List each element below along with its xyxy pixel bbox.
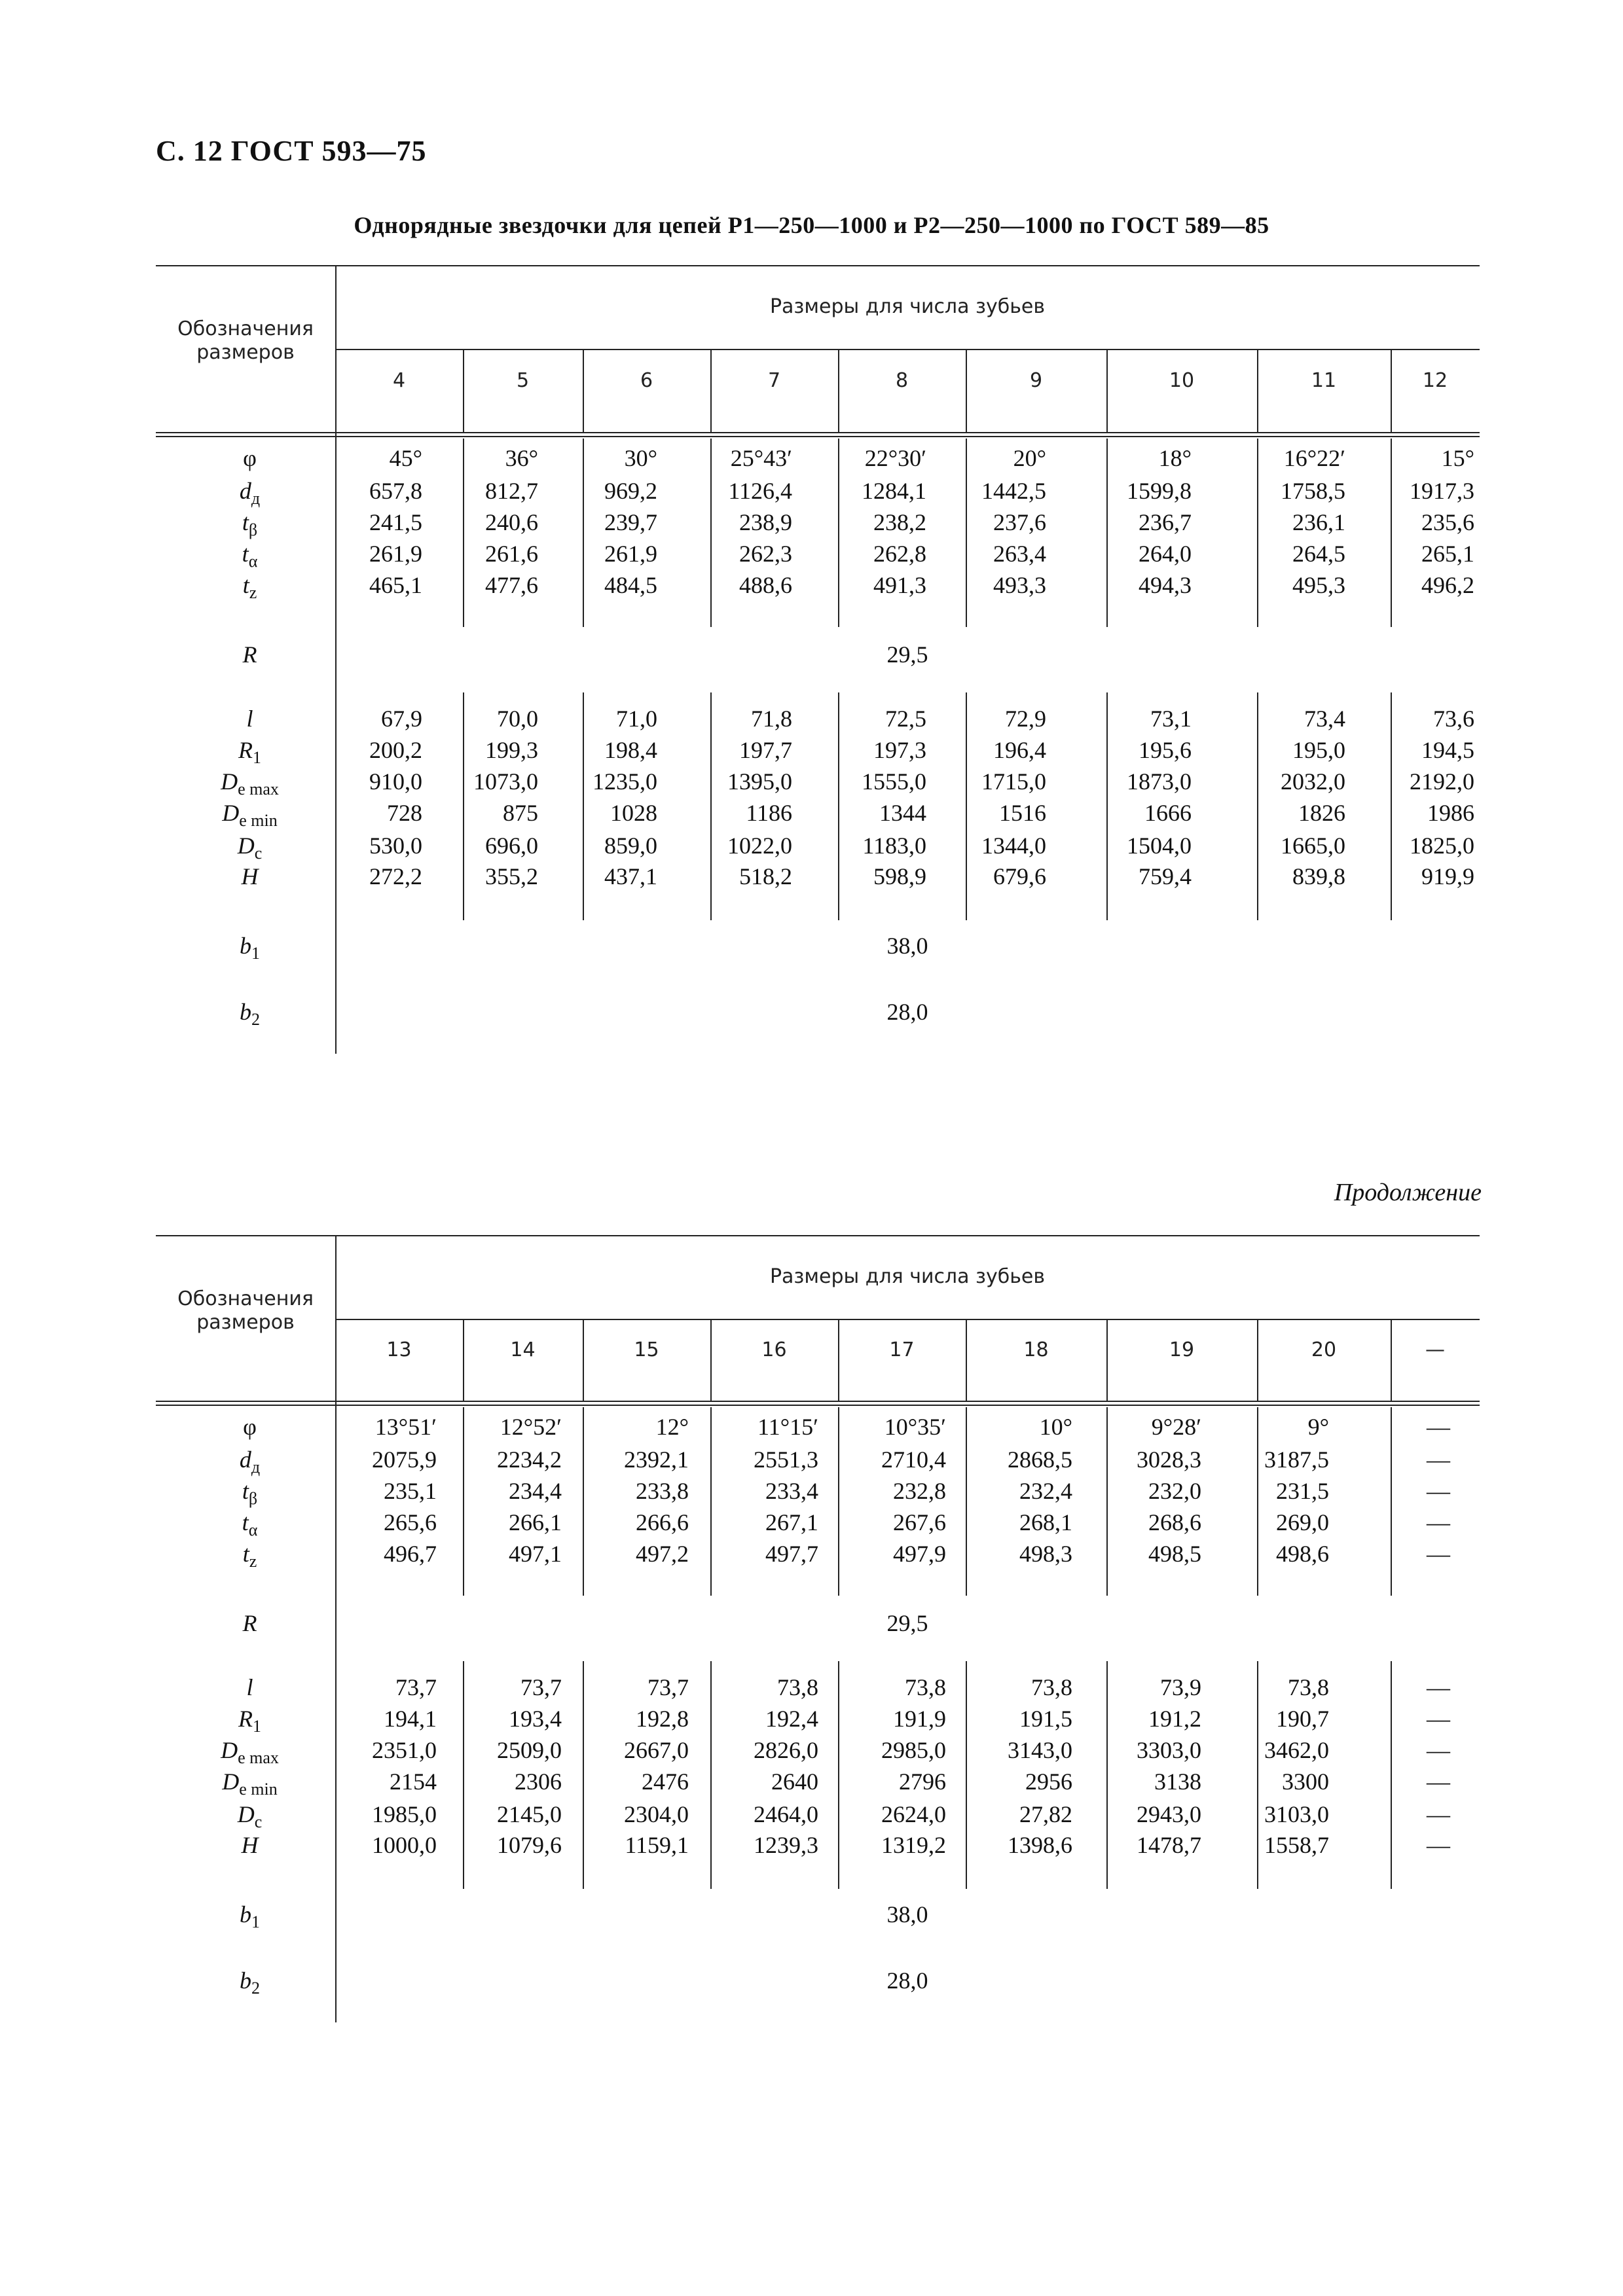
row-label-Dc: $D_c$: [237, 1801, 263, 1831]
row-label-Dc: $D_c$: [237, 833, 263, 863]
value-cell: 71,8: [751, 706, 792, 732]
teeth-count-header: 4: [392, 369, 406, 392]
row-label-b2: $b_2$: [240, 1967, 260, 1998]
value-cell: 236,7: [1139, 509, 1192, 535]
column-divider: [583, 1407, 584, 1596]
column-divider: [1257, 692, 1258, 920]
teeth-count-header: —: [1425, 1338, 1445, 1361]
value-cell: 262,3: [739, 541, 792, 567]
value-cell: 859,0: [604, 833, 657, 859]
value-cell: 67,9: [381, 706, 422, 732]
header-bottom-rule-2: [156, 1405, 1480, 1406]
continuation-label: Продолжение: [1334, 1179, 1482, 1206]
value-cell: 194,1: [384, 1706, 437, 1732]
value-cell: —: [1427, 1446, 1450, 1473]
value-cell: 495,3: [1292, 572, 1345, 598]
teeth-count-header: 13: [386, 1338, 412, 1361]
value-cell: 241,5: [369, 509, 422, 535]
value-cell: 2943,0: [1137, 1801, 1201, 1827]
top-rule: [156, 265, 1480, 266]
column-divider: [583, 1661, 584, 1889]
value-cell: 197,7: [739, 737, 792, 763]
value-cell: 1344,0: [981, 833, 1046, 859]
value-cell: 2624,0: [881, 1801, 946, 1827]
spanning-value-b2: 28,0: [886, 1967, 928, 1994]
value-cell: 2234,2: [497, 1446, 562, 1473]
value-cell: 2464,0: [754, 1801, 818, 1827]
value-cell: 812,7: [485, 478, 538, 504]
value-cell: 2032,0: [1281, 768, 1345, 795]
value-cell: 1504,0: [1127, 833, 1192, 859]
row-label-l: l: [246, 706, 253, 732]
value-cell: 190,7: [1276, 1706, 1329, 1732]
value-cell: 238,2: [873, 509, 926, 535]
row-label-R: R: [242, 641, 257, 668]
value-cell: 194,5: [1421, 737, 1474, 763]
header-bottom-rule-2: [156, 436, 1480, 437]
value-cell: 73,1: [1150, 706, 1192, 732]
row-label-tβ: $t_\beta$: [242, 1478, 258, 1508]
column-divider: [838, 692, 839, 920]
value-cell: 45°: [389, 445, 422, 471]
value-cell: 2392,1: [624, 1446, 689, 1473]
column-divider: [463, 1407, 464, 1596]
page-header: С. 12 ГОСТ 593—75: [156, 135, 427, 167]
teeth-count-header: 12: [1422, 369, 1448, 392]
value-cell: 199,3: [485, 737, 538, 763]
value-cell: 235,6: [1421, 509, 1474, 535]
value-cell: 27,82: [1019, 1801, 1072, 1827]
value-cell: 10°: [1039, 1414, 1072, 1440]
value-cell: —: [1427, 1541, 1450, 1567]
value-cell: 477,6: [485, 572, 538, 598]
column-divider: [710, 1407, 712, 1596]
spanning-value-b1: 38,0: [886, 933, 928, 959]
value-cell: 2154: [390, 1768, 437, 1795]
value-cell: 1344: [879, 800, 926, 826]
column-divider: [463, 439, 464, 627]
teeth-count-header: 20: [1311, 1338, 1337, 1361]
value-cell: 1826: [1298, 800, 1345, 826]
value-cell: 200,2: [369, 737, 422, 763]
column-divider: [966, 1661, 967, 1889]
value-cell: 16°22′: [1283, 445, 1345, 471]
value-cell: 2796: [899, 1768, 946, 1795]
value-cell: 2509,0: [497, 1737, 562, 1763]
value-cell: 875: [503, 800, 538, 826]
value-cell: 355,2: [485, 863, 538, 889]
value-cell: 2667,0: [624, 1737, 689, 1763]
value-cell: 266,1: [509, 1509, 562, 1535]
value-cell: 237,6: [993, 509, 1046, 535]
teeth-count-header: 14: [510, 1338, 536, 1361]
value-cell: 198,4: [604, 737, 657, 763]
row-label-φ: φ: [243, 1414, 257, 1440]
value-cell: 497,7: [765, 1541, 818, 1567]
value-cell: 1235,0: [593, 768, 657, 795]
value-cell: 1558,7: [1264, 1832, 1329, 1858]
value-cell: —: [1427, 1509, 1450, 1535]
value-cell: 2640: [771, 1768, 818, 1795]
value-cell: 192,8: [636, 1706, 689, 1732]
value-cell: 530,0: [369, 833, 422, 859]
value-cell: 493,3: [993, 572, 1046, 598]
designation-column-header: Обозначения размеров: [177, 317, 314, 364]
value-cell: 73,7: [647, 1674, 689, 1700]
value-cell: 9°: [1307, 1414, 1329, 1440]
column-divider: [463, 1661, 464, 1889]
value-cell: 239,7: [604, 509, 657, 535]
value-cell: 73,7: [520, 1674, 562, 1700]
row-label-b2: $b_2$: [240, 999, 260, 1029]
row-label-H: H: [241, 1832, 259, 1858]
value-cell: 13°51′: [374, 1414, 437, 1440]
value-cell: 2551,3: [754, 1446, 818, 1473]
value-cell: 2351,0: [372, 1737, 437, 1763]
header-bottom-rule: [156, 432, 1480, 433]
table-title: Однорядные звездочки для цепей Р1—250—1000 и Р2—250—1000 по ГОСТ 589—85: [354, 212, 1269, 238]
row-label-De-max: $D_{e max}$: [221, 1737, 279, 1767]
value-cell: 267,1: [765, 1509, 818, 1535]
value-cell: 465,1: [369, 572, 422, 598]
value-cell: 267,6: [893, 1509, 946, 1535]
value-cell: 494,3: [1139, 572, 1192, 598]
value-cell: 2145,0: [497, 1801, 562, 1827]
value-cell: 1917,3: [1410, 478, 1474, 504]
value-cell: 18°: [1158, 445, 1192, 471]
value-cell: 12°: [655, 1414, 689, 1440]
row-label-De-min: $D_{e min}$: [222, 1768, 278, 1799]
value-cell: 518,2: [739, 863, 792, 889]
value-cell: 263,4: [993, 541, 1046, 567]
header-bottom-rule: [156, 1401, 1480, 1402]
value-cell: 491,3: [873, 572, 926, 598]
value-cell: 1159,1: [625, 1832, 689, 1858]
value-cell: 70,0: [497, 706, 538, 732]
value-cell: 910,0: [369, 768, 422, 795]
value-cell: 73,8: [777, 1674, 818, 1700]
row-label-H: H: [241, 863, 259, 889]
value-cell: 969,2: [604, 478, 657, 504]
value-cell: 3187,5: [1264, 1446, 1329, 1473]
value-cell: 1758,5: [1281, 478, 1345, 504]
spanning-value-b2: 28,0: [886, 999, 928, 1025]
value-cell: 498,5: [1148, 1541, 1201, 1567]
value-cell: 496,2: [1421, 572, 1474, 598]
value-cell: —: [1427, 1414, 1450, 1440]
value-cell: 73,4: [1304, 706, 1345, 732]
row-label-De-min: $D_{e min}$: [222, 800, 278, 830]
column-divider: [1106, 1661, 1108, 1889]
value-cell: 240,6: [485, 509, 538, 535]
value-cell: 728: [387, 800, 422, 826]
value-cell: 236,1: [1292, 509, 1345, 535]
value-cell: 1000,0: [372, 1832, 437, 1858]
value-cell: 2956: [1025, 1768, 1072, 1795]
value-cell: 233,4: [765, 1478, 818, 1504]
value-cell: 1599,8: [1127, 478, 1192, 504]
teeth-count-header: 19: [1169, 1338, 1195, 1361]
value-cell: 1986: [1427, 800, 1474, 826]
teeth-count-header: 15: [634, 1338, 659, 1361]
header-mid-rule: [335, 1319, 1480, 1320]
value-cell: 497,9: [893, 1541, 946, 1567]
row-label-R1: $R_1$: [238, 737, 261, 767]
value-cell: 484,5: [604, 572, 657, 598]
row-label-φ: φ: [243, 445, 257, 471]
teeth-group-header: Размеры для числа зубьев: [769, 1265, 1046, 1288]
value-cell: 1183,0: [862, 833, 926, 859]
header-mid-rule: [335, 349, 1480, 350]
value-cell: 10°35′: [884, 1414, 946, 1440]
value-cell: 1284,1: [862, 478, 926, 504]
value-cell: 2985,0: [881, 1737, 946, 1763]
teeth-count-header: 17: [889, 1338, 915, 1361]
value-cell: 73,7: [395, 1674, 437, 1700]
column-divider: [1257, 439, 1258, 627]
value-cell: 15°: [1441, 445, 1474, 471]
row-label-dд: $d_д$: [239, 1446, 261, 1477]
value-cell: 2868,5: [1008, 1446, 1072, 1473]
value-cell: 265,1: [1421, 541, 1474, 567]
value-cell: 1186: [746, 800, 792, 826]
value-cell: 1442,5: [981, 478, 1046, 504]
value-cell: —: [1427, 1706, 1450, 1732]
row-label-tz: $t_z$: [242, 572, 257, 602]
designation-column-header: Обозначения размеров: [177, 1287, 314, 1334]
row-label-tz: $t_z$: [242, 1541, 257, 1571]
value-cell: 2306: [515, 1768, 562, 1795]
value-cell: 9°28′: [1151, 1414, 1201, 1440]
value-cell: 1073,0: [473, 768, 538, 795]
value-cell: 1516: [999, 800, 1046, 826]
value-cell: —: [1427, 1478, 1450, 1504]
value-cell: 25°43′: [730, 445, 792, 471]
value-cell: 20°: [1013, 445, 1046, 471]
teeth-count-header: 11: [1311, 369, 1337, 392]
column-divider: [463, 692, 464, 920]
teeth-count-header: 9: [1029, 369, 1043, 392]
value-cell: 268,6: [1148, 1509, 1201, 1535]
value-cell: 2304,0: [624, 1801, 689, 1827]
row-label-R1: $R_1$: [238, 1706, 261, 1736]
value-cell: 72,9: [1005, 706, 1046, 732]
value-cell: 238,9: [739, 509, 792, 535]
value-cell: 2075,9: [372, 1446, 437, 1473]
value-cell: 498,6: [1276, 1541, 1329, 1567]
value-cell: 193,4: [509, 1706, 562, 1732]
column-divider: [1106, 439, 1108, 627]
value-cell: 657,8: [369, 478, 422, 504]
value-cell: 3462,0: [1264, 1737, 1329, 1763]
value-cell: 3138: [1154, 1768, 1201, 1795]
value-cell: 235,1: [384, 1478, 437, 1504]
value-cell: 36°: [505, 445, 538, 471]
value-cell: —: [1427, 1674, 1450, 1700]
column-divider: [1106, 692, 1108, 920]
value-cell: 2476: [642, 1768, 689, 1795]
value-cell: 262,8: [873, 541, 926, 567]
value-cell: 1079,6: [497, 1832, 562, 1858]
value-cell: 3143,0: [1008, 1737, 1072, 1763]
value-cell: 234,4: [509, 1478, 562, 1504]
value-cell: 488,6: [739, 572, 792, 598]
value-cell: 1666: [1144, 800, 1192, 826]
value-cell: 72,5: [885, 706, 926, 732]
value-cell: 11°15′: [757, 1414, 818, 1440]
value-cell: 272,2: [369, 863, 422, 889]
column-divider: [1391, 439, 1392, 627]
top-rule: [156, 1235, 1480, 1236]
row-label-tβ: $t_\beta$: [242, 509, 258, 539]
value-cell: 1985,0: [372, 1801, 437, 1827]
teeth-count-header: 10: [1169, 369, 1195, 392]
value-cell: 191,5: [1019, 1706, 1072, 1732]
value-cell: 264,5: [1292, 541, 1345, 567]
column-divider: [1257, 1407, 1258, 1596]
value-cell: 73,8: [1288, 1674, 1329, 1700]
value-cell: 498,3: [1019, 1541, 1072, 1567]
teeth-count-header: 7: [767, 369, 781, 392]
value-cell: 73,9: [1160, 1674, 1201, 1700]
value-cell: 1028: [610, 800, 657, 826]
column-divider: [966, 439, 967, 627]
value-cell: 1395,0: [727, 768, 792, 795]
value-cell: 839,8: [1292, 863, 1345, 889]
value-cell: 496,7: [384, 1541, 437, 1567]
value-cell: 191,2: [1148, 1706, 1201, 1732]
value-cell: 1022,0: [727, 833, 792, 859]
value-cell: 261,9: [604, 541, 657, 567]
value-cell: 269,0: [1276, 1509, 1329, 1535]
value-cell: 2192,0: [1410, 768, 1474, 795]
value-cell: 1126,4: [728, 478, 792, 504]
teeth-count-header: 16: [761, 1338, 787, 1361]
value-cell: 679,6: [993, 863, 1046, 889]
value-cell: 1665,0: [1281, 833, 1345, 859]
row-label-b1: $b_1$: [240, 1901, 260, 1931]
teeth-count-header: 18: [1023, 1338, 1049, 1361]
value-cell: 264,0: [1139, 541, 1192, 567]
teeth-count-header: 6: [640, 369, 653, 392]
value-cell: 261,6: [485, 541, 538, 567]
value-cell: 1873,0: [1127, 768, 1192, 795]
value-cell: 268,1: [1019, 1509, 1072, 1535]
value-cell: 1319,2: [881, 1832, 946, 1858]
teeth-count-header: 5: [516, 369, 530, 392]
value-cell: 261,9: [369, 541, 422, 567]
column-divider: [966, 1407, 967, 1596]
value-cell: 1398,6: [1008, 1832, 1072, 1858]
value-cell: 1715,0: [981, 768, 1046, 795]
spanning-value-R: 29,5: [886, 1610, 928, 1636]
value-cell: 919,9: [1421, 863, 1474, 889]
value-cell: 598,9: [873, 863, 926, 889]
spanning-value-b1: 38,0: [886, 1901, 928, 1928]
column-divider: [1106, 1407, 1108, 1596]
value-cell: 196,4: [993, 737, 1046, 763]
value-cell: 497,2: [636, 1541, 689, 1567]
column-divider: [838, 1661, 839, 1889]
value-cell: 437,1: [604, 863, 657, 889]
teeth-count-header: 8: [895, 369, 909, 392]
value-cell: 232,4: [1019, 1478, 1072, 1504]
value-cell: 22°30′: [864, 445, 926, 471]
row-label-R: R: [242, 1610, 257, 1636]
value-cell: 1239,3: [754, 1832, 818, 1858]
value-cell: 1478,7: [1137, 1832, 1201, 1858]
value-cell: 265,6: [384, 1509, 437, 1535]
value-cell: 2826,0: [754, 1737, 818, 1763]
value-cell: —: [1427, 1768, 1450, 1795]
value-cell: —: [1427, 1737, 1450, 1763]
column-divider: [710, 439, 712, 627]
value-cell: 3303,0: [1137, 1737, 1201, 1763]
column-divider: [1391, 692, 1392, 920]
value-cell: 73,8: [1031, 1674, 1072, 1700]
column-divider: [710, 692, 712, 920]
value-cell: 3300: [1282, 1768, 1329, 1795]
value-cell: 1555,0: [862, 768, 926, 795]
column-divider: [1257, 1661, 1258, 1889]
column-divider: [710, 1661, 712, 1889]
column-divider: [838, 1407, 839, 1596]
value-cell: 3103,0: [1264, 1801, 1329, 1827]
value-cell: 12°52′: [500, 1414, 562, 1440]
value-cell: 232,0: [1148, 1478, 1201, 1504]
value-cell: 497,1: [509, 1541, 562, 1567]
column-divider: [583, 439, 584, 627]
value-cell: 30°: [624, 445, 657, 471]
value-cell: 73,6: [1433, 706, 1474, 732]
value-cell: 192,4: [765, 1706, 818, 1732]
value-cell: 73,8: [905, 1674, 946, 1700]
spanning-value-R: 29,5: [886, 641, 928, 668]
value-cell: 696,0: [485, 833, 538, 859]
value-cell: 197,3: [873, 737, 926, 763]
row-label-dд: $d_д$: [239, 478, 261, 508]
row-label-l: l: [246, 1674, 253, 1700]
value-cell: 71,0: [616, 706, 657, 732]
value-cell: 266,6: [636, 1509, 689, 1535]
value-cell: 3028,3: [1137, 1446, 1201, 1473]
column-divider: [1391, 1661, 1392, 1889]
value-cell: 233,8: [636, 1478, 689, 1504]
teeth-group-header: Размеры для числа зубьев: [769, 295, 1046, 318]
column-divider: [838, 439, 839, 627]
value-cell: 232,8: [893, 1478, 946, 1504]
value-cell: —: [1427, 1801, 1450, 1827]
value-cell: —: [1427, 1832, 1450, 1858]
row-label-tα: $t_\alpha$: [242, 541, 258, 571]
value-cell: 759,4: [1139, 863, 1192, 889]
row-label-b1: $b_1$: [240, 933, 260, 963]
value-cell: 1825,0: [1410, 833, 1474, 859]
row-label-De-max: $D_{e max}$: [221, 768, 279, 798]
column-divider: [1391, 1407, 1392, 1596]
value-cell: 195,0: [1292, 737, 1345, 763]
value-cell: 231,5: [1276, 1478, 1329, 1504]
value-cell: 2710,4: [881, 1446, 946, 1473]
value-cell: 191,9: [893, 1706, 946, 1732]
column-divider: [583, 692, 584, 920]
value-cell: 195,6: [1139, 737, 1192, 763]
row-label-tα: $t_\alpha$: [242, 1509, 258, 1539]
column-divider: [966, 692, 967, 920]
